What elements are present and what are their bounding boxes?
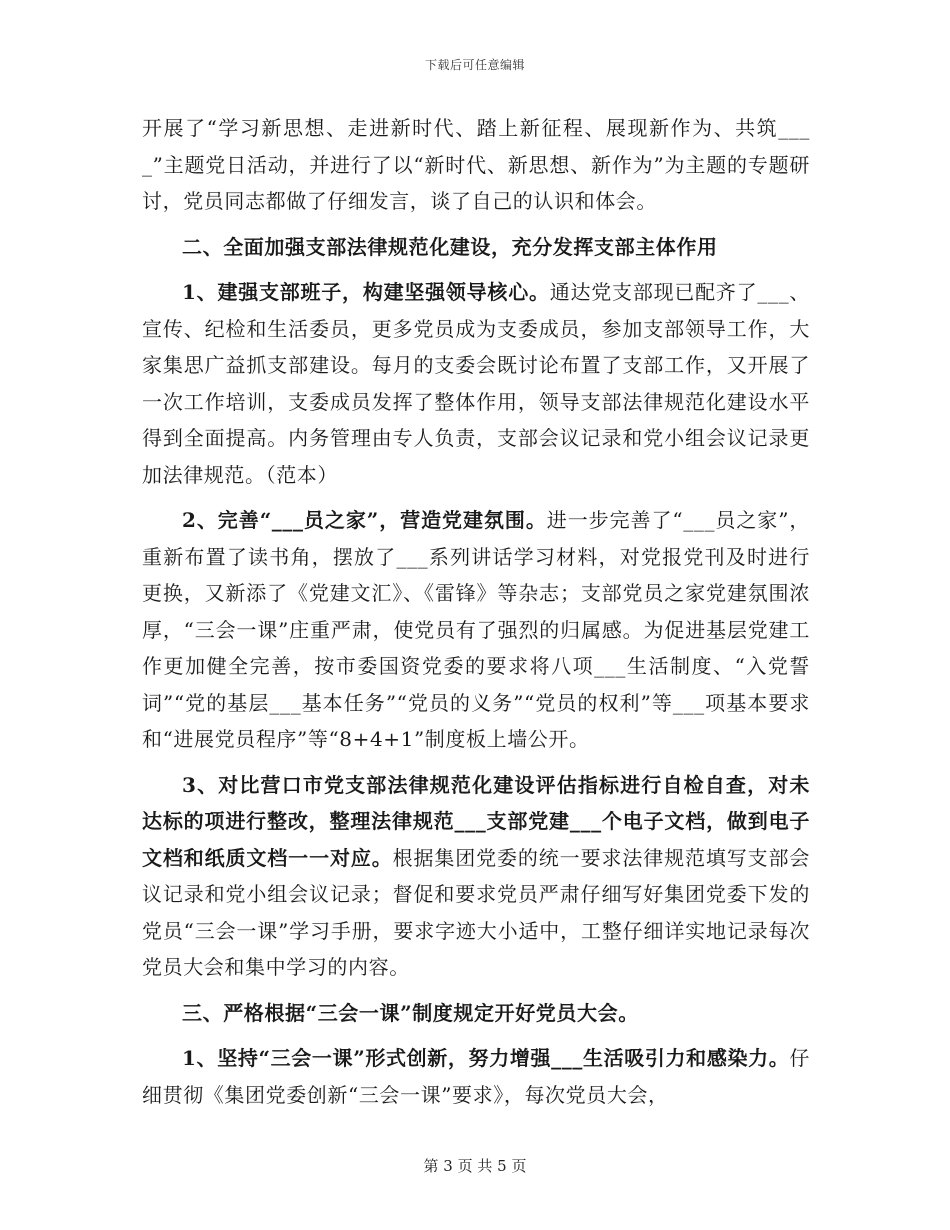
- spacer: [142, 758, 810, 767]
- document-body: [142, 110, 810, 1113]
- item-2-body: 进一步完善了“___员之家”，重新布置了读书角，摆放了___系列讲话学习材料，对党报党刊及时进行更换，又新添了《党建文汇》、《雷锋》等杂志；支部党员之家党建氛围浓厚，“三会一课”庄重严肃，使党员有了强烈的归属感。为促进基层党建工作更加健全完善，按市委国资党委的要求将八项___生活制度、“入党誓词”“党的基层___基本任务”“党员的义务”“党员的权利”等___项基本要求和“进展党员程序”等“8+4+1”制度板上墙公开。: [142, 508, 810, 751]
- header-note: 下载后可任意编辑: [424, 58, 525, 72]
- paragraph-item-1: [142, 274, 810, 493]
- spacer: [142, 493, 810, 502]
- page-number: 第 3 页 共 5 页: [423, 1157, 527, 1175]
- item-1-title: 1、建强支部班子，构建坚强领导核心。: [182, 280, 550, 304]
- item-1-body: 通达党支部现已配齐了___、宣传、纪检和生活委员，更多党员成为支委成员，参加支部领导工作，大家集思广益抓支部建设。每月的支委会既讨论布置了支部工作，又开展了一次工作培训，支委成员发挥了整体作用，领导支部法律规范化建设水平得到全面提高。内务管理由专人负责，支部会议记录和党小组会议记录更加法律规范。（范本）: [142, 280, 810, 487]
- spacer: [142, 265, 810, 274]
- item-3-1-body: 仔细贯彻《集团党委创新“三会一课”要求》，每次党员大会，: [142, 1046, 810, 1107]
- spacer: [142, 220, 810, 229]
- paragraph-item-3-1: [142, 1040, 810, 1113]
- item-3-body: 根据集团党委的统一要求法律规范填写支部会议记录和党小组会议记录；督促和要求党员严肃仔细写好集团党委下发的党员“三会一课”学习手册，要求字迹大小适中，工整仔细详实地记录每次党员大会和集中学习的内容。: [142, 845, 811, 979]
- section-heading-3: 三、严格根据“三会一课”制度规定开好党员大会。: [182, 1000, 639, 1025]
- paragraph-item-3: [142, 767, 810, 986]
- paragraph-item-2: [142, 502, 810, 758]
- section-heading-2: 二、全面加强支部法律规范化建设，充分发挥支部主体作用: [182, 234, 718, 259]
- paragraph-intro: 开展了“学习新思想、走进新时代、踏上新征程、展现新作为、共筑____”主题党日活动，并进行了以“新时代、新思想、新作为”为主题的专题研讨，党员同志都做了仔细发言，谈了自己的认识和体会。: [142, 116, 810, 213]
- spacer: [142, 1031, 810, 1040]
- item-2-title: 2、完善“___员之家”，营造党建氛围。: [182, 508, 547, 532]
- item-3-1-title: 1、坚持“三会一课”形式创新，努力增强___生活吸引力和感染力。: [182, 1046, 790, 1070]
- spacer: [142, 986, 810, 995]
- item-3-title: 3、对比营口市党支部法律规范化建设评估指标进行自检自查，对未达标的项进行整改，整理法律规范___支部党建___个电子文档，做到电子文档和纸质文档一一对应。: [142, 772, 810, 870]
